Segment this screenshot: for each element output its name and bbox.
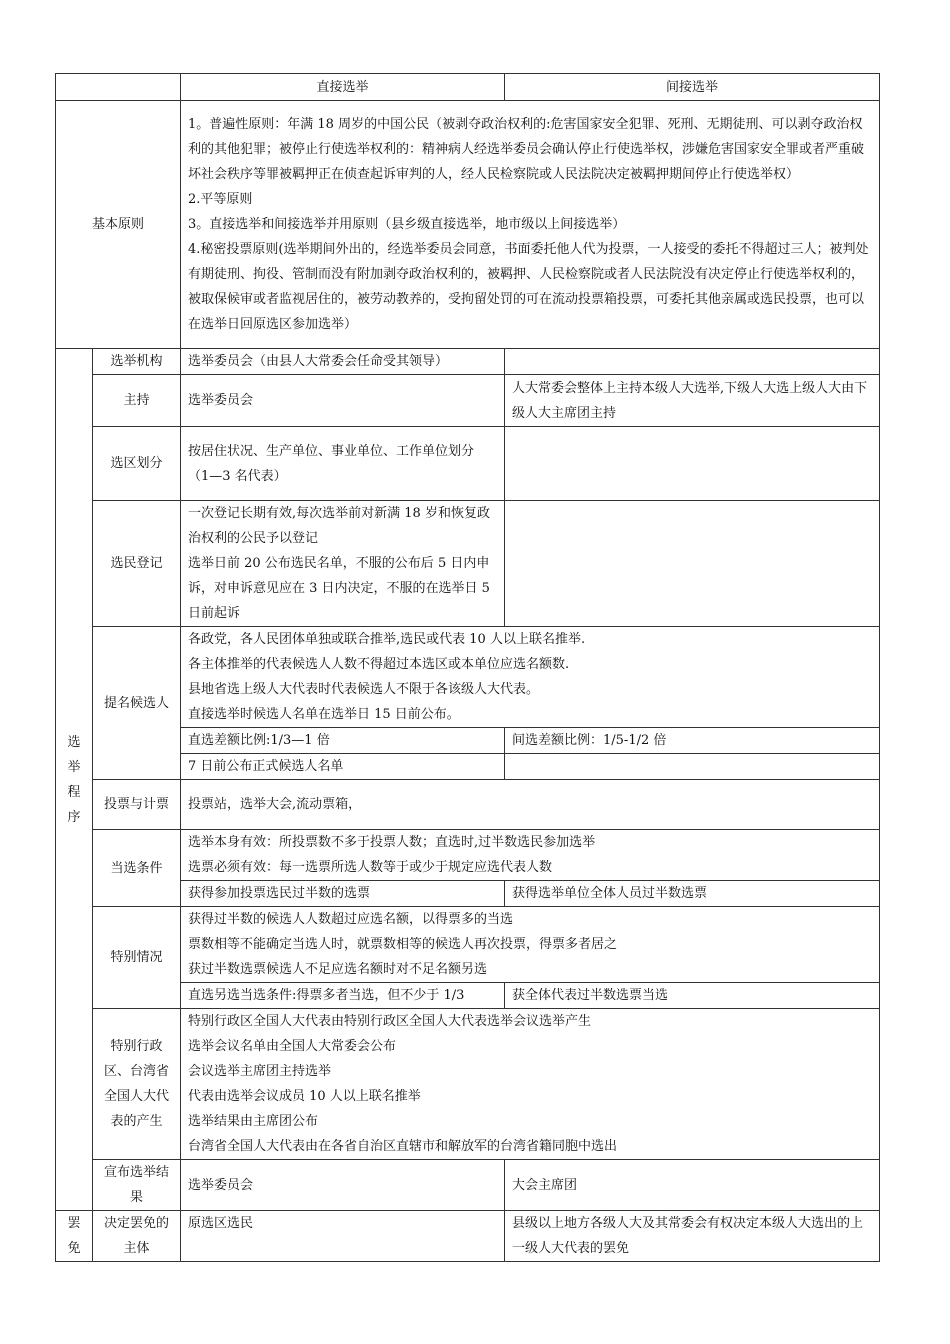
special-row (56, 907, 880, 983)
winning-row (56, 830, 880, 881)
host-indirect: 人大常委会整体上主持本级人大选举,下级人大选上级人大由下级人大主席团主持 (505, 375, 880, 427)
header-blank-cell (56, 74, 181, 101)
recall-direct: 原选区选民 (181, 1211, 505, 1262)
recall-indirect: 县级以上地方各级人大及其常委会有权决定本级人大选出的上一级人大代表的罢免 (505, 1211, 880, 1262)
host-direct: 选举委员会 (181, 375, 505, 427)
recall-row (56, 1211, 880, 1262)
district-label: 选区划分 (93, 427, 181, 501)
organ-direct: 选举委员会（由县人大常委会任命受其领导） (181, 349, 505, 375)
header-indirect: 间接选举 (505, 74, 880, 101)
registration-label: 选民登记 (93, 501, 181, 627)
announce-indirect: 大会主席团 (505, 1160, 880, 1211)
special-content: 获得过半数的候选人人数超过应选名额，以得票多的当选 票数相等不能确定当选人时，就票数相等的候选人再次投票，得票多者居之 获过半数选票候选人不足应选名额时对不足名额另选 (181, 907, 880, 983)
district-indirect (505, 427, 880, 501)
header-direct: 直接选举 (181, 74, 505, 101)
election-comparison-table (55, 73, 880, 1262)
announce-label: 宣布选举结果 (93, 1160, 181, 1211)
publish-direct: 7 日前公布正式候选人名单 (181, 754, 505, 780)
registration-indirect (505, 501, 880, 627)
recall-group-label: 罢 免 (56, 1211, 93, 1262)
host-row (56, 375, 880, 427)
special-indirect: 获全体代表过半数选票当选 (505, 983, 880, 1009)
district-direct: 按居住状况、生产单位、事业单位、工作单位划分 （1—3 名代表） (181, 427, 505, 501)
principle-2: 2.平等原则 (188, 192, 253, 207)
organ-indirect (505, 349, 880, 375)
sar-content: 特别行政区全国人大代表由特别行政区全国人大代表选举会议选举产生 选举会议名单由全国人大常委会公布 会议选举主席团主持选举 代表由选举会议成员 10 人以上联名推举 选举结果由主席团公布 台湾省全国人大代表由在各省自治区直辖市和解放军的台湾省籍同胞中选出 (181, 1009, 880, 1160)
special-label: 特别情况 (93, 907, 181, 1009)
registration-row (56, 501, 880, 627)
header-row (56, 74, 880, 101)
principles-content (181, 101, 880, 349)
recall-subject-label: 决定罢免的主体 (93, 1211, 181, 1262)
nomination-content: 各政党，各人民团体单独或联合推举,选民或代表 10 人以上联名推举. 各主体推举的代表候选人人数不得超过本选区或本单位应选名额数. 县地省选上级人大代表时代表候选人不限于各该级人大代表。 直接选举时候选人名单在选举日 15 日前公布。 (181, 627, 880, 728)
winning-label: 当选条件 (93, 830, 181, 907)
special-direct: 直选另选当选条件:得票多者当选，但不少于 1/3 (181, 983, 505, 1009)
winning-direct: 获得参加投票选民过半数的选票 (181, 881, 505, 907)
organ-label: 选举机构 (93, 349, 181, 375)
announce-row (56, 1160, 880, 1211)
district-row (56, 427, 880, 501)
organ-row (56, 349, 880, 375)
announce-direct: 选举委员会 (181, 1160, 505, 1211)
winning-indirect: 获得选举单位全体人员过半数选票 (505, 881, 880, 907)
voting-content: 投票站，选举大会,流动票箱， (181, 780, 880, 830)
principle-1: 1。普遍性原则：年满 18 周岁的中国公民（被剥夺政治权利的:危害国家安全犯罪、死刑、无期徒刑、可以剥夺政治权利的其他犯罪；被停止行使选举权利的：精神病人经选举委员会确认停止行使选举权，涉嫌危害国家安全罪或者严重破坏社会秩序等罪被羁押正在侦查起诉审判的人，经人民检察院或人民法院决定被羁押期间停止行使选举权） (188, 117, 865, 182)
voting-row (56, 780, 880, 830)
winning-content: 选举本身有效：所投票数不多于投票人数；直选时,过半数选民参加选举 选票必须有效：每一选票所选人数等于或少于规定应选代表人数 (181, 830, 880, 881)
procedure-group-label: 选 举 程 序 (56, 349, 93, 1211)
registration-direct: 一次登记长期有效,每次选举前对新满 18 岁和恢复政治权利的公民予以登记 选举日前 20 公布选民名单，不服的公布后 5 日内申诉，对申诉意见应在 3 日内决定，不服的在选举日 5 日前起诉 (181, 501, 505, 627)
principles-row (56, 101, 880, 349)
principles-label: 基本原则 (56, 101, 181, 349)
sar-label: 特别行政区、台湾省全国人大代表的产生 (93, 1009, 181, 1160)
sar-row (56, 1009, 880, 1160)
principle-3: 3。直接选举和间接选举并用原则（县乡级直接选举，地市级以上间接选举） (188, 217, 626, 232)
ratio-indirect: 间选差额比例：1/5-1/2 倍 (505, 728, 880, 754)
voting-label: 投票与计票 (93, 780, 181, 830)
principle-4: 4.秘密投票原则(选举期间外出的，经选举委员会同意，书面委托他人代为投票，一人接受的委托不得超过三人；被判处有期徒刑、拘役、管制而没有附加剥夺政治权利的，被羁押、人民检察院或者人民法院没有决定停止行使选举权利的，被取保候审或者监视居住的，被劳动教养的，受拘留处罚的可在流动投票箱投票，可委托其他亲属或选民投票，也可以在选举日回原选区参加选举） (188, 242, 869, 332)
ratio-direct: 直选差额比例:1/3—1 倍 (181, 728, 505, 754)
host-label: 主持 (93, 375, 181, 427)
nomination-label: 提名候选人 (93, 627, 181, 780)
publish-indirect (505, 754, 880, 780)
nomination-row (56, 627, 880, 728)
